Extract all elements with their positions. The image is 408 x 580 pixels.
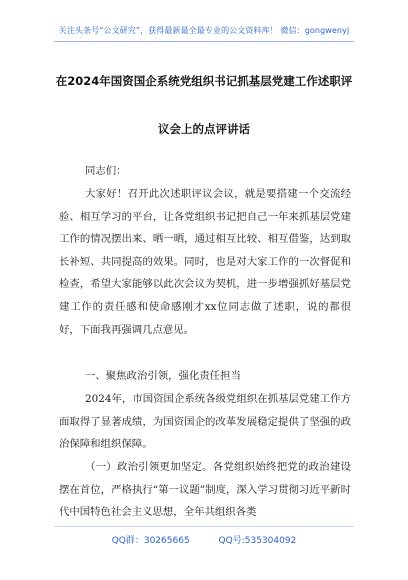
header-banner: 关注头条号“公文研究”，获得最新最全最专业的公文资料库！ 微信：gongwenyj	[58, 26, 350, 35]
salutation: 同志们：	[85, 165, 127, 177]
paragraph-intro: 大家好！召开此次述职评议会议，就是要搭建一个交流经验、相互学习的平台，让各党组织书记把自己一年来抓基层党建工作的情况摆出来、晒一晒，通过相互比较、相互借鉴，达到取长补短、共同提高的效果。同时，也是对大家工作的一次督促和检查，希望大家能够以此次会议为契机，进一步增强抓好基层党建工作的责任感和使命感刚才xx位同志做了述职，说的都很好，下面我再强调几点意见。	[59, 188, 351, 336]
document-title-line-1: 在2024年国资国企系统党组织书记抓基层党建工作述职评	[55, 74, 353, 88]
footer-qq-number: QQ号:535304092	[218, 536, 297, 546]
header-divider	[54, 41, 354, 42]
section-heading-1: 一、聚焦政治引领，强化责任担当	[85, 370, 241, 382]
footer-divider	[54, 526, 354, 527]
footer	[0, 533, 408, 546]
paragraph-political-leadership: （一）政治引领更加坚定。各党组织始终把党的政治建设摆在首位，严格执行“第一议题”制度，深入学习贯彻习近平新时代中国特色社会主义思想，全年共组织各类	[59, 461, 351, 519]
paragraph-achievements: 2024年，市国资国企系统各级党组织在抓基层党建工作方面取得了显著成绩，为国资国企的改革发展稳定提供了坚强的政治保障和组织保障。	[59, 393, 351, 451]
footer-qq-group: QQ群：30265665	[111, 536, 190, 546]
document-title-line-2: 议会上的点评讲话	[158, 122, 250, 136]
